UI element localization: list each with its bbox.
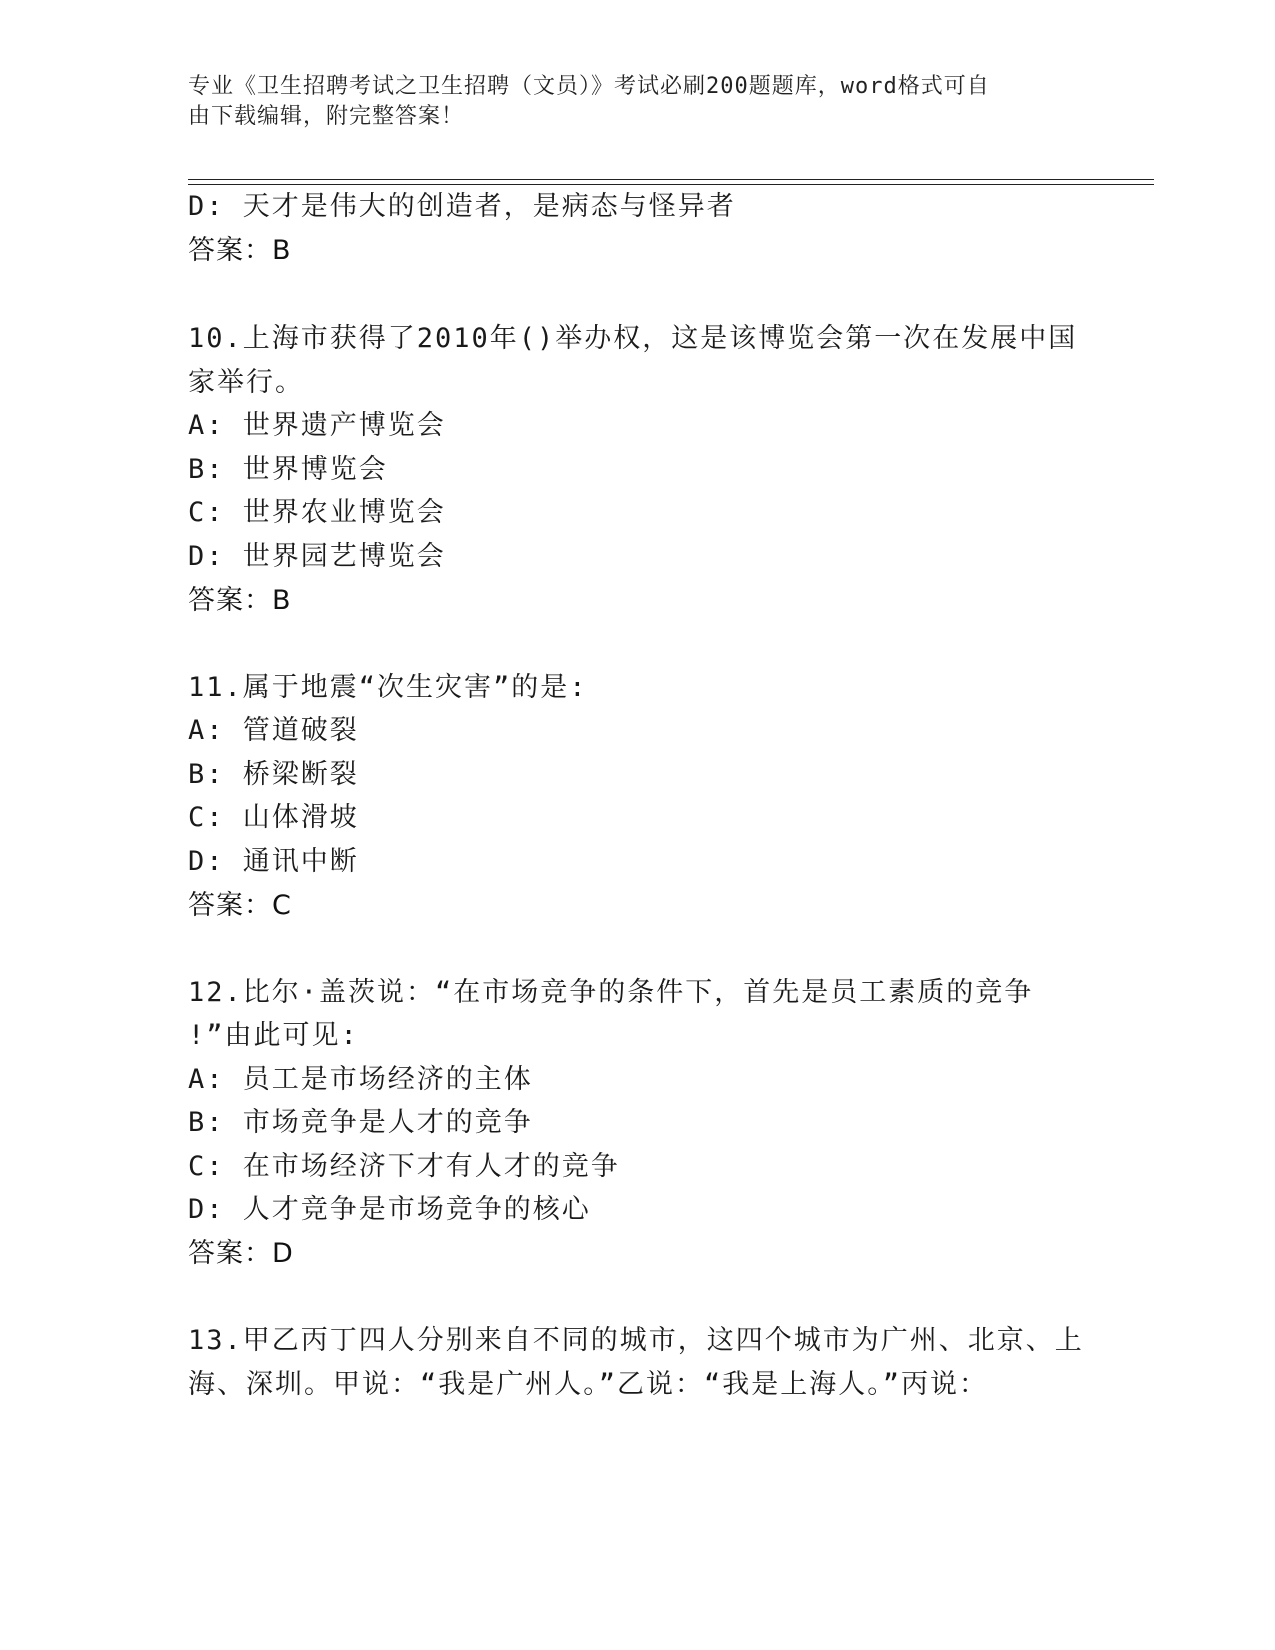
q12-option-c: C: 在市场经济下才有人才的竞争 bbox=[188, 1151, 620, 1182]
q12-answer: 答案：D bbox=[188, 1238, 294, 1269]
q13-stem-line-1: 13.甲乙丙丁四人分别来自不同的城市，这四个城市为广州、北京、上 bbox=[188, 1325, 1084, 1356]
q11-option-a: A: 管道破裂 bbox=[188, 715, 359, 746]
q10-option-d: D: 世界园艺博览会 bbox=[188, 541, 446, 572]
q11-option-b: B: 桥梁断裂 bbox=[188, 759, 359, 790]
q10-option-a: A: 世界遗产博览会 bbox=[188, 410, 446, 441]
q11-stem-line-1: 11.属于地震“次生灾害”的是: bbox=[188, 672, 588, 703]
q10-option-c: C: 世界农业博览会 bbox=[188, 497, 446, 528]
q12-stem-line-2: !”由此可见: bbox=[188, 1020, 359, 1051]
q11-answer: 答案：C bbox=[188, 890, 292, 921]
header-line-1: 专业《卫生招聘考试之卫生招聘（文员）》考试必刷200题题库，word格式可自 bbox=[188, 74, 990, 99]
q10-option-b: B: 世界博览会 bbox=[188, 454, 388, 485]
header-line-2: 由下载编辑，附完整答案！ bbox=[188, 104, 465, 129]
q9-answer: 答案：B bbox=[188, 235, 292, 266]
header-divider-top bbox=[188, 179, 1154, 180]
q10-answer: 答案：B bbox=[188, 585, 292, 616]
q11-option-c: C: 山体滑坡 bbox=[188, 802, 359, 833]
q10-stem-line-1: 10.上海市获得了2010年()举办权，这是该博览会第一次在发展中国 bbox=[188, 323, 1078, 354]
q12-option-a: A: 员工是市场经济的主体 bbox=[188, 1064, 533, 1095]
q12-stem-line-1: 12.比尔·盖茨说：“在市场竞争的条件下，首先是员工素质的竞争 bbox=[188, 977, 1034, 1008]
q12-option-d: D: 人才竞争是市场竞争的核心 bbox=[188, 1194, 591, 1225]
q10-stem-line-2: 家举行。 bbox=[188, 367, 304, 398]
q9-option-d: D: 天才是伟大的创造者，是病态与怪异者 bbox=[188, 191, 736, 222]
q11-option-d: D: 通讯中断 bbox=[188, 846, 359, 877]
document-header bbox=[188, 72, 1068, 132]
q13-stem-line-2: 海、深圳。甲说：“我是广州人。”乙说：“我是上海人。”丙说： bbox=[188, 1369, 989, 1400]
header-divider-bottom bbox=[188, 184, 1154, 185]
q12-option-b: B: 市场竞争是人才的竞争 bbox=[188, 1107, 533, 1138]
